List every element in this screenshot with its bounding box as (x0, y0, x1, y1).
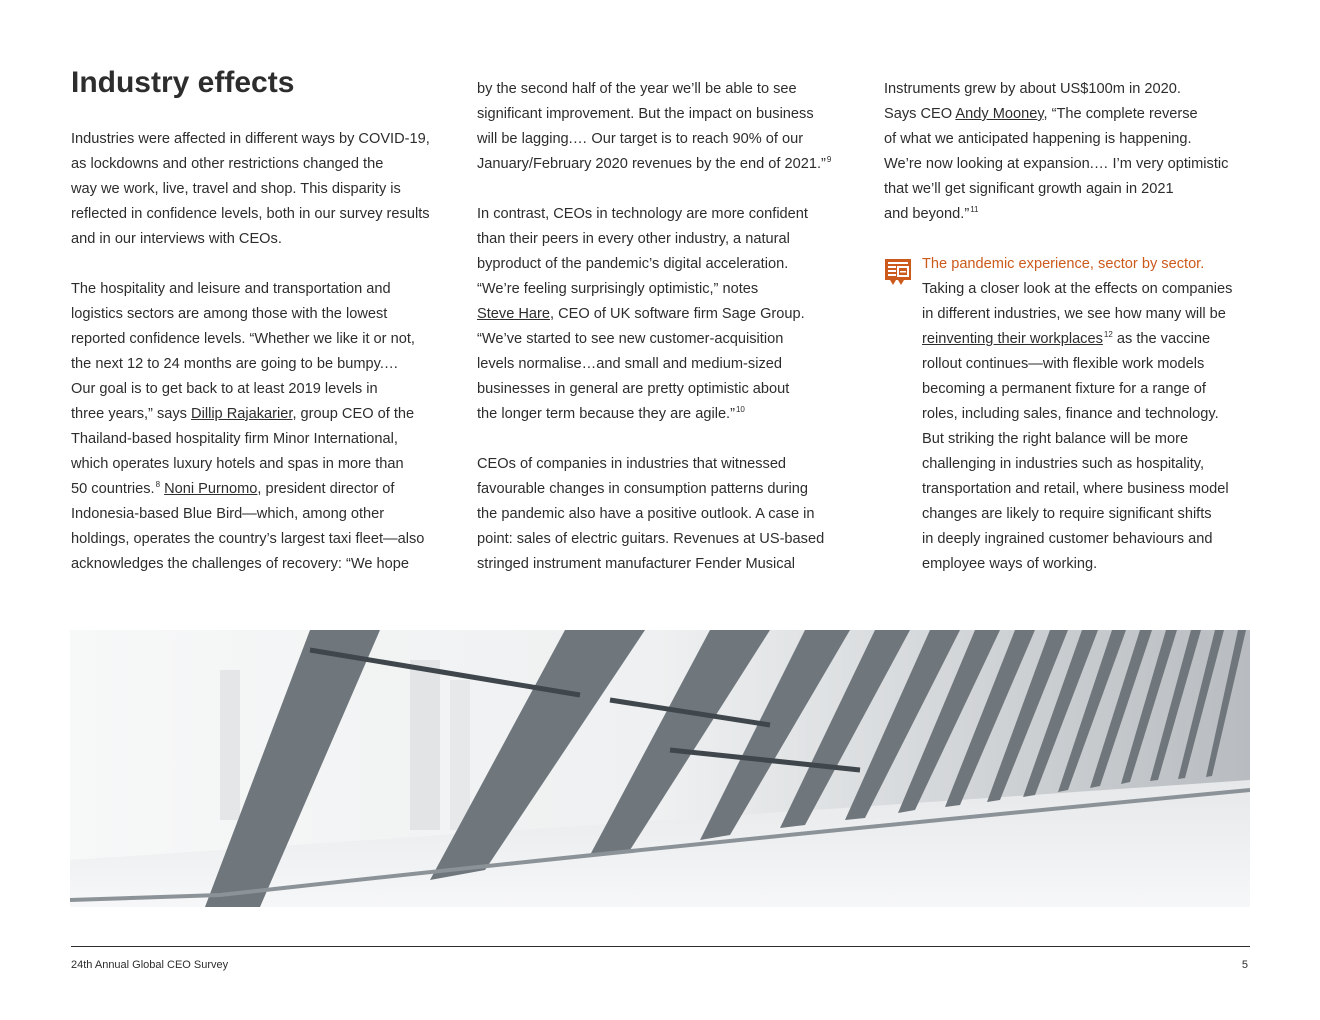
text-run: holdings, operates the country’s largest taxi fleet—also (71, 531, 425, 547)
text-run: levels normalise…and small and medium-sized (477, 356, 782, 372)
text-run: , president director of (257, 481, 395, 497)
text-line (922, 427, 1232, 452)
text-run: January/February 2020 revenues by the end of 2021.” (477, 156, 826, 172)
footnote-marker: 12 (1103, 330, 1113, 339)
text-line (477, 327, 831, 352)
text-run: that we’ll get significant growth again in 2021 (884, 181, 1174, 197)
text-line (71, 127, 430, 152)
text-run: CEOs of companies in industries that witnessed (477, 456, 787, 472)
callout-heading: The pandemic experience, sector by sector. (922, 256, 1205, 272)
paragraph (477, 202, 831, 427)
text-run: by the second half of the year we’ll be able to see (477, 81, 797, 97)
text-run: favourable changes in consumption patterns during (477, 481, 809, 497)
text-line (922, 277, 1232, 302)
text-run: will be lagging.… Our target is to reach 90% of our (477, 131, 804, 147)
text-line (884, 77, 1228, 102)
text-run: stringed instrument manufacturer Fender Musical (477, 556, 795, 572)
text-run: Says CEO (884, 106, 956, 122)
text-line (477, 302, 831, 327)
text-run: three years,” says (71, 406, 192, 422)
column-3 (884, 77, 1228, 252)
text-run: rollout continues—with flexible work models (922, 356, 1205, 372)
text-line (71, 477, 430, 502)
page-number: 5 (1241, 959, 1248, 971)
paragraph (71, 277, 430, 577)
text-line (922, 452, 1232, 477)
text-run: challenging in industries such as hospitality, (922, 456, 1205, 472)
text-line (71, 227, 430, 252)
callout (922, 252, 1232, 577)
text-line (71, 202, 430, 227)
text-run: Indonesia-based Blue Bird—which, among other (71, 506, 385, 522)
text-run: in different industries, we see how many will be (922, 306, 1226, 322)
paragraph (71, 127, 430, 252)
inline-link[interactable]: Noni Purnomo (164, 481, 258, 497)
architecture-photo (70, 630, 1250, 907)
inline-link[interactable]: Andy Mooney (955, 106, 1044, 122)
text-line (477, 477, 831, 502)
text-run: Industries were affected in different ways by COVID-19, (71, 131, 430, 147)
text-line (477, 552, 831, 577)
text-run: acknowledges the challenges of recovery: “We hope (71, 556, 410, 572)
text-run: which operates luxury hotels and spas in more than (71, 456, 404, 472)
text-run: changes are likely to require significant shifts (922, 506, 1212, 522)
footnote-marker: 10 (735, 405, 745, 414)
text-line (884, 102, 1228, 127)
text-line (71, 502, 430, 527)
text-line (477, 452, 831, 477)
text-line (477, 277, 831, 302)
text-run: way we work, live, travel and shop. This disparity is (71, 181, 401, 197)
text-line (884, 202, 1228, 227)
column-2 (477, 77, 831, 602)
text-line (477, 102, 831, 127)
text-line (71, 377, 430, 402)
text-line (477, 227, 831, 252)
text-line (477, 352, 831, 377)
inline-link[interactable]: Steve Hare (477, 306, 551, 322)
text-line (477, 402, 831, 427)
inline-link[interactable]: reinventing their workplaces (922, 331, 1103, 347)
text-run: , group CEO of the (292, 406, 415, 422)
text-run: the longer term because they are agile.” (477, 406, 735, 422)
text-run: transportation and retail, where business model (922, 481, 1229, 497)
text-line (922, 377, 1232, 402)
text-run: logistics sectors are among those with the lowest (71, 306, 388, 322)
text-run: employee ways of working. (922, 556, 1098, 572)
text-line (477, 127, 831, 152)
speech-bubble-document-icon (884, 258, 912, 288)
text-run: point: sales of electric guitars. Revenues at US-based (477, 531, 825, 547)
text-line (922, 502, 1232, 527)
text-run: and in our interviews with CEOs. (71, 231, 282, 247)
text-line (71, 152, 430, 177)
text-line (71, 327, 430, 352)
text-run: and beyond.” (884, 206, 970, 222)
text-run: in deeply ingrained customer behaviours and (922, 531, 1213, 547)
text-line (922, 527, 1232, 552)
text-line (477, 252, 831, 277)
text-run: as the vaccine (1112, 331, 1211, 347)
text-line (477, 152, 831, 177)
text-line (477, 527, 831, 552)
text-run: Instruments grew by about US$100m in 2020. (884, 81, 1181, 97)
text-run: Thailand-based hospitality firm Minor International, (71, 431, 398, 447)
text-run: Taking a closer look at the effects on companies (922, 281, 1233, 297)
text-line (922, 327, 1232, 352)
inline-link[interactable]: Dillip Rajakarier (191, 406, 293, 422)
footnote-marker: 9 (826, 155, 832, 164)
text-line (922, 352, 1232, 377)
text-run: becoming a permanent fixture for a range of (922, 381, 1206, 397)
footnote-marker: 8 (155, 480, 161, 489)
text-line (71, 302, 430, 327)
text-line (71, 452, 430, 477)
text-run: of what we anticipated happening is happening. (884, 131, 1192, 147)
text-run: , CEO of UK software firm Sage Group. (550, 306, 805, 322)
text-run: reflected in confidence levels, both in our survey results (71, 206, 430, 222)
text-run: than their peers in every other industry, a natural (477, 231, 790, 247)
text-run: We’re now looking at expansion.… I’m very optimistic (884, 156, 1229, 172)
page-title: Industry effects (71, 66, 295, 99)
footnote-marker: 11 (970, 205, 979, 214)
text-line (884, 152, 1228, 177)
footer-publication: 24th Annual Global CEO Survey (71, 959, 229, 971)
text-run: byproduct of the pandemic’s digital acceleration. (477, 256, 789, 272)
text-run: reported confidence levels. “Whether we like it or not, (71, 331, 415, 347)
text-run: the next 12 to 24 months are going to be bumpy.… (71, 356, 399, 372)
paragraph (884, 77, 1228, 227)
text-line (477, 202, 831, 227)
text-line (922, 552, 1232, 577)
text-line (884, 127, 1228, 152)
column-1 (71, 127, 430, 602)
text-line (71, 277, 430, 302)
text-run: The hospitality and leisure and transportation and (71, 281, 391, 297)
text-run: “We’ve started to see new customer-acquisition (477, 331, 784, 347)
text-line (71, 352, 430, 377)
text-line (71, 427, 430, 452)
paragraph (477, 77, 831, 177)
text-line (477, 502, 831, 527)
text-run: , “The complete reverse (1043, 106, 1198, 122)
text-run: businesses in general are pretty optimistic about (477, 381, 790, 397)
text-line (922, 402, 1232, 427)
paragraph (477, 452, 831, 577)
footer-divider (71, 946, 1250, 947)
text-line (71, 177, 430, 202)
text-line (922, 477, 1232, 502)
text-run: roles, including sales, finance and technology. (922, 406, 1219, 422)
text-run: 50 countries. (71, 481, 155, 497)
text-line (922, 302, 1232, 327)
text-run: as lockdowns and other restrictions changed the (71, 156, 384, 172)
text-line (71, 552, 430, 577)
text-run: significant improvement. But the impact on business (477, 106, 814, 122)
text-line (71, 402, 430, 427)
text-line (477, 377, 831, 402)
text-run: In contrast, CEOs in technology are more confident (477, 206, 808, 222)
text-run: But striking the right balance will be more (922, 431, 1189, 447)
text-line (884, 177, 1228, 202)
text-run: “We’re feeling surprisingly optimistic,” notes (477, 281, 759, 297)
text-run: the pandemic also have a positive outlook. A case in (477, 506, 815, 522)
text-line (71, 527, 430, 552)
text-line (477, 77, 831, 102)
text-run: Our goal is to get back to at least 2019 levels in (71, 381, 378, 397)
